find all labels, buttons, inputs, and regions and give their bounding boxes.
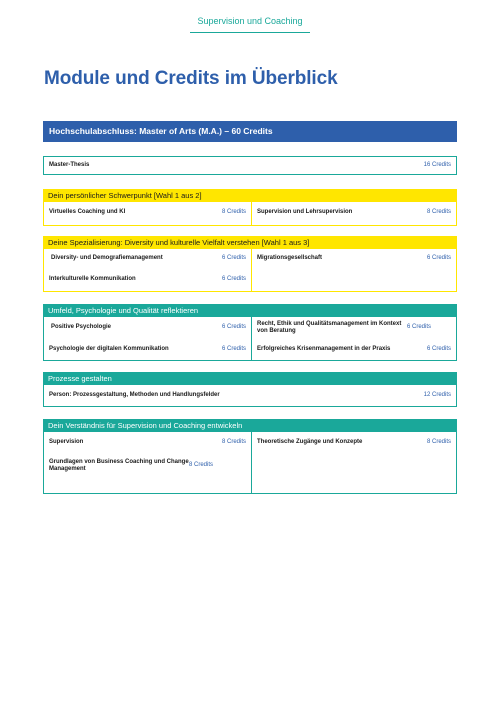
- thesis-module: [43, 156, 457, 175]
- section-verstaendnis: [43, 419, 457, 494]
- module-row: [44, 456, 251, 476]
- module-credits: 6 Credits: [221, 324, 246, 331]
- section-umfeld: [43, 304, 457, 361]
- module-row: [252, 249, 456, 269]
- module-name: Psychologie der digitalen Kommunikation: [49, 346, 169, 353]
- module-row: [252, 318, 456, 338]
- section-title: Prozesse gestalten: [43, 372, 457, 385]
- module-name: Supervision: [49, 439, 84, 446]
- module-credits: 8 Credits: [221, 209, 246, 216]
- module-name: Master-Thesis: [49, 162, 90, 168]
- section-title: Dein Verständnis für Supervision und Coaching entwickeln: [43, 419, 457, 432]
- section-spezialisierung: [43, 236, 457, 292]
- module-row: [252, 433, 456, 453]
- module-name: Recht, Ethik und Qualitätsmanagement im Kontext von Beratung: [257, 320, 402, 334]
- header-divider: [190, 32, 310, 33]
- module-name: Theoretische Zugänge und Konzepte: [257, 439, 363, 446]
- module-name: Diversity- und Demografiemanagement: [51, 255, 163, 262]
- module-credits: 6 Credits: [221, 276, 246, 283]
- module-name: Person: Prozessgestaltung, Methoden und Handlungsfelder: [49, 392, 220, 399]
- module-credits: 8 Credits: [426, 209, 451, 216]
- module-name: Interkulturelle Kommunikation: [49, 276, 136, 283]
- degree-banner: Hochschulabschluss: Master of Arts (M.A.) – 60 Credits: [43, 121, 457, 142]
- module-name: Erfolgreiches Krisenmanagement in der Praxis: [257, 346, 391, 353]
- module-credits: 6 Credits: [426, 255, 451, 262]
- module-credits: 12 Credits: [423, 392, 451, 399]
- section-title: Dein persönlicher Schwerpunkt [Wahl 1 aus 2]: [43, 189, 457, 202]
- module-row: [44, 318, 251, 338]
- module-row: [44, 433, 251, 453]
- module-credits: 8 Credits: [189, 462, 214, 469]
- module-credits: 6 Credits: [407, 324, 432, 331]
- module-credits: 8 Credits: [426, 439, 451, 446]
- module-row: [44, 203, 251, 223]
- module-name: Virtuelles Coaching und KI: [49, 209, 126, 216]
- page-title: Module und Credits im Überblick: [44, 68, 338, 89]
- module-credits: 6 Credits: [221, 255, 246, 262]
- header-label: Supervision und Coaching: [197, 16, 303, 26]
- module-name: Grundlagen von Business Coaching und Change Management: [49, 458, 189, 472]
- module-name: Supervision und Lehrsupervision: [257, 209, 353, 216]
- section-schwerpunkt: [43, 189, 457, 226]
- module-row: [252, 203, 456, 223]
- module-credits: 8 Credits: [221, 439, 246, 446]
- module-row: [44, 249, 251, 269]
- section-prozesse: [43, 372, 457, 407]
- module-name: Positive Psychologie: [51, 324, 112, 331]
- module-credits: 6 Credits: [426, 346, 451, 353]
- module-row: [252, 340, 456, 360]
- module-row: [44, 270, 251, 290]
- section-title: Deine Spezialisierung: Diversity und kulturelle Vielfalt verstehen [Wahl 1 aus 3]: [43, 236, 457, 249]
- section-title: Umfeld, Psychologie und Qualität reflektieren: [43, 304, 457, 317]
- module-row: [44, 386, 456, 406]
- module-credits: 16 Credits: [423, 162, 451, 168]
- module-credits: 6 Credits: [221, 346, 246, 353]
- module-row: [44, 340, 251, 360]
- module-name: Migrationsgesellschaft: [257, 255, 323, 262]
